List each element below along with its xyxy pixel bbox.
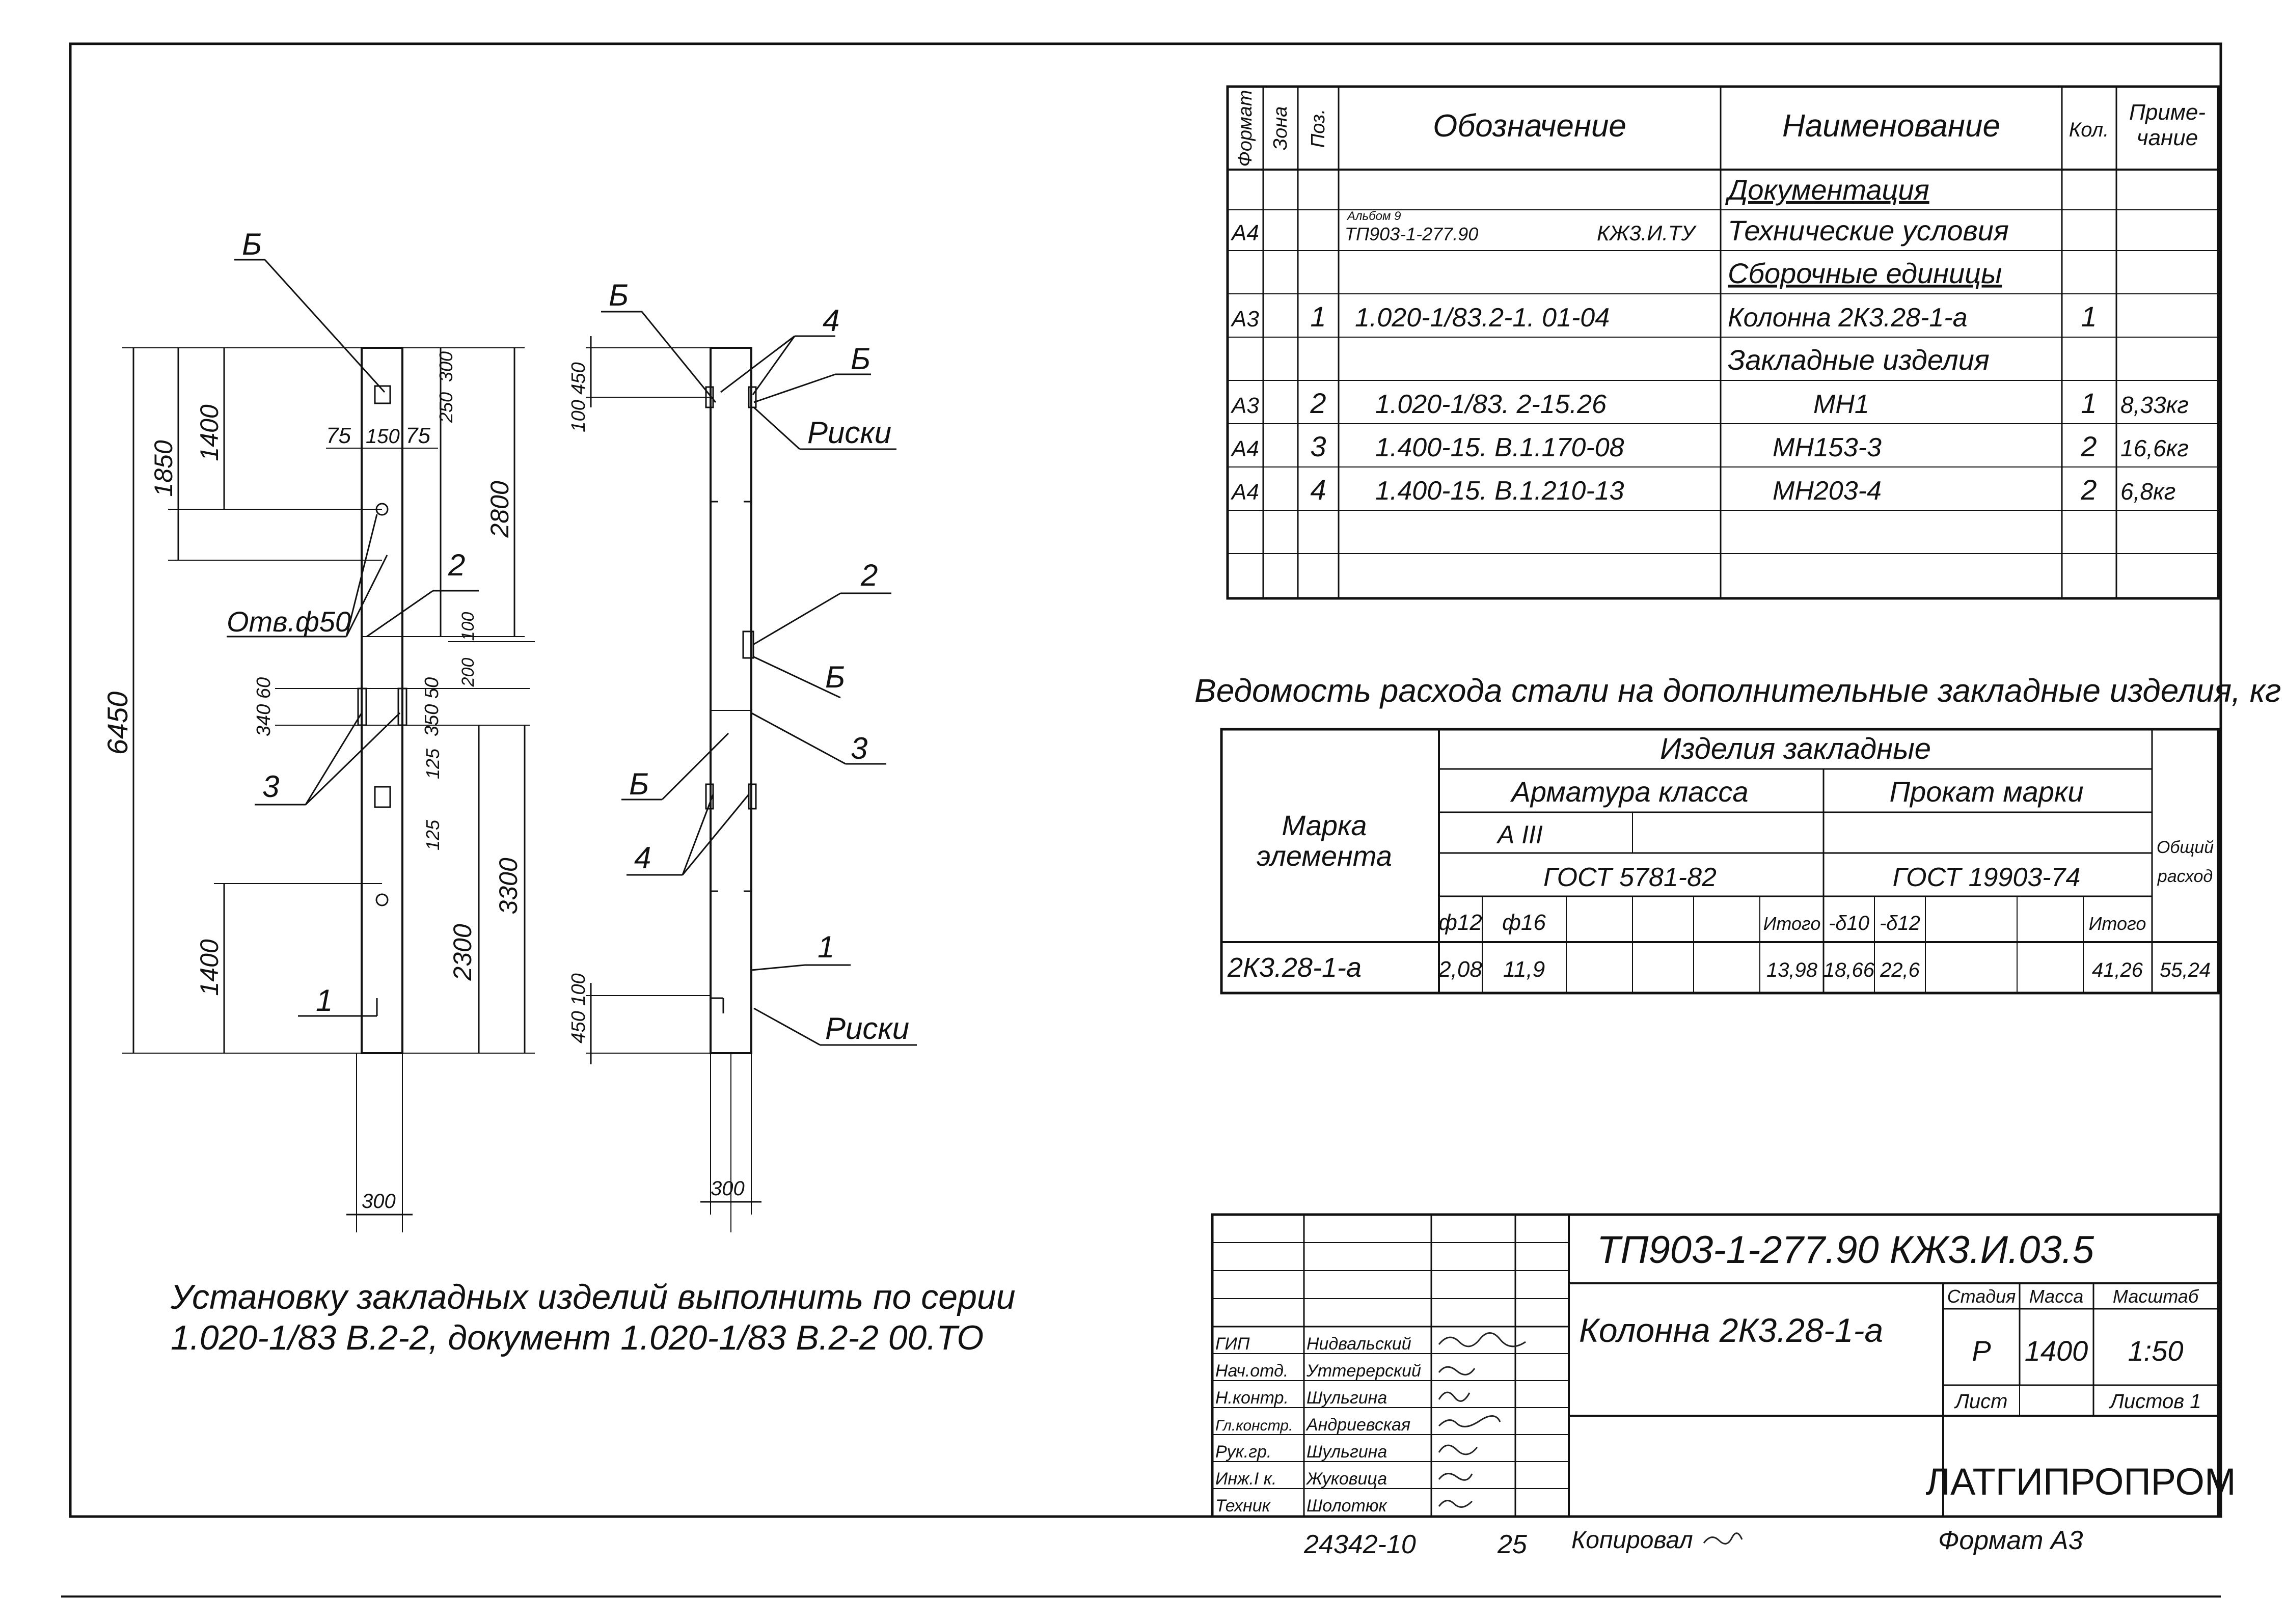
steel-table-title: Ведомость расхода стали на дополнительные закладные изделия, кг — [1194, 672, 2281, 709]
dim-300-left: 300 — [362, 1190, 396, 1213]
dim-100-450: 100 450 — [568, 362, 589, 432]
signer-role-0: ГИП — [1215, 1334, 1250, 1354]
label-marks-bottom: Риски — [825, 1011, 910, 1045]
dim-75-left: 75 — [326, 423, 351, 448]
steel-mark-header-2: элемента — [1257, 840, 1392, 872]
spec-row-5-note: 8,33кг — [2120, 392, 2189, 418]
steel-row-grand: 55,24 — [2159, 959, 2211, 981]
spec-row-1-format: А4 — [1232, 221, 1259, 245]
label-4-bottom: 4 — [634, 841, 651, 875]
note-line-1: Установку закладных изделий выполнить по серии — [171, 1278, 1016, 1316]
signer-name-6: Шолотюк — [1307, 1496, 1387, 1516]
stage-value: Р — [1972, 1335, 1991, 1367]
label-3-left: 3 — [262, 769, 280, 804]
column-view-front — [101, 227, 535, 1232]
spec-row-4-name: Закладные изделия — [1728, 344, 1990, 376]
scale-value: 1:50 — [2128, 1335, 2184, 1367]
spec-row-1-designation-small: Альбом 9 — [1347, 209, 1401, 223]
specification-table — [1228, 87, 2218, 598]
header-note-1: Приме- — [2129, 100, 2206, 125]
label-b-left: Б — [242, 227, 262, 261]
spec-row-0-name: Документация — [1728, 174, 1929, 206]
label-marks-top: Риски — [807, 416, 892, 450]
spec-row-3-format: А3 — [1232, 307, 1259, 332]
signer-role-4: Рук.гр. — [1215, 1442, 1272, 1462]
steel-total-header-2: расход — [2157, 867, 2213, 886]
steel-rebar-header: Арматура класса — [1511, 776, 1749, 808]
copied-signature — [1704, 1533, 1742, 1544]
spec-row-7-name: МН203-4 — [1773, 476, 1882, 506]
steel-row-mark: 2К3.28-1-а — [1228, 952, 1362, 983]
spec-row-1-designation: ТП903-1-277.90 — [1345, 224, 1479, 244]
spec-row-3-pos: 1 — [1310, 300, 1326, 333]
spec-row-7-pos: 4 — [1310, 474, 1326, 506]
dim-200: 200 — [458, 657, 478, 687]
label-2-left: 2 — [448, 548, 466, 582]
label-3-right: 3 — [851, 731, 868, 765]
signer-name-2: Шульгина — [1307, 1388, 1387, 1408]
dim-6450: 6450 — [101, 691, 133, 755]
steel-col-d16: ф16 — [1502, 910, 1546, 935]
dim-450-100: 450 100 — [568, 973, 589, 1043]
mass-value: 1400 — [2024, 1335, 2088, 1367]
spec-row-7-note: 6,8кг — [2120, 478, 2176, 505]
steel-row-d12: 2,08 — [1438, 957, 1482, 982]
spec-row-6-qty: 2 — [2081, 430, 2097, 462]
dim-2800: 2800 — [485, 481, 514, 538]
column-view-side — [568, 278, 917, 1232]
label-2-right: 2 — [861, 558, 878, 592]
steel-rebar-gost: ГОСТ 5781-82 — [1543, 863, 1717, 892]
header-name: Наименование — [1782, 108, 2000, 144]
steel-col-s10: -δ10 — [1828, 912, 1870, 934]
stage-label: Стадия — [1947, 1286, 2016, 1307]
spec-row-6-pos: 3 — [1310, 430, 1326, 462]
spec-row-1-name: Технические условия — [1728, 214, 2009, 246]
format-label: Формат А3 — [1938, 1526, 2083, 1555]
dim-300-right: 300 — [711, 1177, 745, 1200]
dim-125-a: 125 — [422, 748, 443, 780]
signer-name-3: Андриевская — [1307, 1415, 1411, 1435]
signer-role-2: Н.контр. — [1215, 1388, 1289, 1408]
label-b-top-right: Б — [851, 342, 871, 376]
spec-row-5-pos: 2 — [1310, 387, 1326, 419]
spec-row-7-qty: 2 — [2081, 474, 2097, 506]
spec-row-5-name: МН1 — [1813, 390, 1869, 419]
steel-col-total2: Итого — [2088, 913, 2146, 934]
dim-75-right: 75 — [405, 423, 430, 448]
title-block — [1212, 1215, 2236, 1555]
signer-name-5: Жуковица — [1307, 1469, 1387, 1489]
label-1-left: 1 — [316, 983, 333, 1017]
page-number: 25 — [1498, 1530, 1527, 1559]
signer-role-1: Нач.отд. — [1215, 1361, 1289, 1381]
signer-name-4: Шульгина — [1307, 1442, 1387, 1462]
header-pos: Поз. — [1308, 108, 1329, 148]
element-name: Колонна 2К3.28-1-а — [1579, 1311, 1884, 1349]
dim-250: 250 — [436, 392, 456, 423]
dim-150: 150 — [366, 425, 400, 448]
label-b-mid-left: Б — [629, 767, 649, 801]
steel-mark-header-1: Марка — [1282, 809, 1367, 841]
dim-300-top: 300 — [436, 351, 456, 382]
header-note-2: чание — [2136, 125, 2198, 150]
steel-col-total1: Итого — [1763, 913, 1821, 934]
steel-rolled-gost: ГОСТ 19903-74 — [1892, 863, 2081, 892]
label-b-mid-right: Б — [825, 660, 846, 694]
signer-name-1: Уттерерский — [1307, 1361, 1421, 1381]
steel-rebar-class: А III — [1498, 820, 1543, 849]
installation-note — [170, 1278, 1016, 1357]
mass-label: Масса — [2029, 1286, 2084, 1307]
spec-row-1-designation-extra: КЖ3.И.ТУ — [1597, 221, 1695, 245]
steel-col-d12: ф12 — [1438, 910, 1482, 935]
spec-row-2-name: Сборочные единицы — [1728, 257, 2002, 289]
footer — [1303, 1527, 1742, 1559]
dim-1400-top: 1400 — [195, 404, 224, 461]
steel-row-d16: 11,9 — [1503, 957, 1545, 982]
signer-role-6: Техник — [1215, 1496, 1270, 1516]
steel-group-header: Изделия закладные — [1659, 732, 1931, 765]
spec-row-6-note: 16,6кг — [2120, 435, 2189, 461]
spec-row-5-qty: 1 — [2081, 387, 2097, 419]
dim-1850: 1850 — [149, 440, 178, 497]
dim-2300: 2300 — [448, 924, 477, 981]
spec-row-7-format: А4 — [1232, 480, 1259, 505]
organization: ЛАТГИПРОПРОМ — [1925, 1461, 2236, 1503]
spec-row-6-name: МН153-3 — [1773, 433, 1882, 462]
steel-row-total2: 41,26 — [2091, 959, 2143, 981]
dim-340-60: 340 60 — [253, 677, 275, 737]
header-designation: Обозначение — [1433, 108, 1626, 144]
note-line-2: 1.020-1/83 В.2-2, документ 1.020-1/83 В.2-2 00.ТО — [171, 1318, 984, 1357]
label-b-top: Б — [609, 278, 629, 312]
spec-row-6-designation: 1.400-15. В.1.170-08 — [1375, 433, 1624, 462]
signature-marks — [1439, 1333, 1526, 1507]
scale-label: Масштаб — [2112, 1286, 2199, 1307]
dim-100: 100 — [458, 612, 478, 641]
label-hole: Отв.ф50 — [227, 605, 351, 638]
spec-row-3-name: Колонна 2К3.28-1-а — [1728, 303, 1968, 333]
spec-row-6-format: А4 — [1232, 436, 1259, 461]
label-1-right: 1 — [818, 930, 835, 964]
header-zone: Зона — [1270, 106, 1291, 151]
header-format: Формат — [1235, 90, 1256, 167]
sheets-label: Листов 1 — [2110, 1390, 2201, 1413]
dim-1400-bottom: 1400 — [195, 939, 224, 996]
signer-name-0: Нидвальский — [1307, 1334, 1411, 1354]
steel-table — [1194, 672, 2281, 993]
copied-by: Копировал — [1571, 1527, 1693, 1554]
spec-row-3-designation: 1.020-1/83.2-1. 01-04 — [1355, 303, 1610, 333]
signer-role-3: Гл.констр. — [1215, 1417, 1293, 1434]
steel-row-s12: 22,6 — [1880, 959, 1920, 981]
doc-code: ТП903-1-277.90 КЖ3.И.03.5 — [1597, 1228, 2094, 1272]
sheet-label: Лист — [1955, 1390, 2008, 1413]
header-qty: Кол. — [2069, 119, 2109, 141]
steel-total-header-1: Общий — [2156, 838, 2214, 857]
steel-row-s10: 18,66 — [1823, 959, 1875, 981]
steel-row-total1: 13,98 — [1766, 959, 1818, 981]
inventory-number: 24342-10 — [1304, 1530, 1416, 1559]
dim-125-b: 125 — [422, 819, 443, 851]
spec-row-7-designation: 1.400-15. В.1.210-13 — [1375, 476, 1624, 506]
spec-row-3-qty: 1 — [2081, 300, 2097, 333]
steel-col-s12: -δ12 — [1879, 912, 1921, 934]
label-4-top: 4 — [823, 304, 840, 338]
spec-row-5-designation: 1.020-1/83. 2-15.26 — [1375, 390, 1607, 419]
signer-role-5: Инж.I к. — [1215, 1469, 1277, 1489]
spec-row-5-format: А3 — [1232, 393, 1259, 418]
steel-rolled-header: Прокат марки — [1889, 776, 2084, 808]
dim-350-50: 350 50 — [421, 677, 443, 737]
dim-3300: 3300 — [494, 858, 523, 915]
